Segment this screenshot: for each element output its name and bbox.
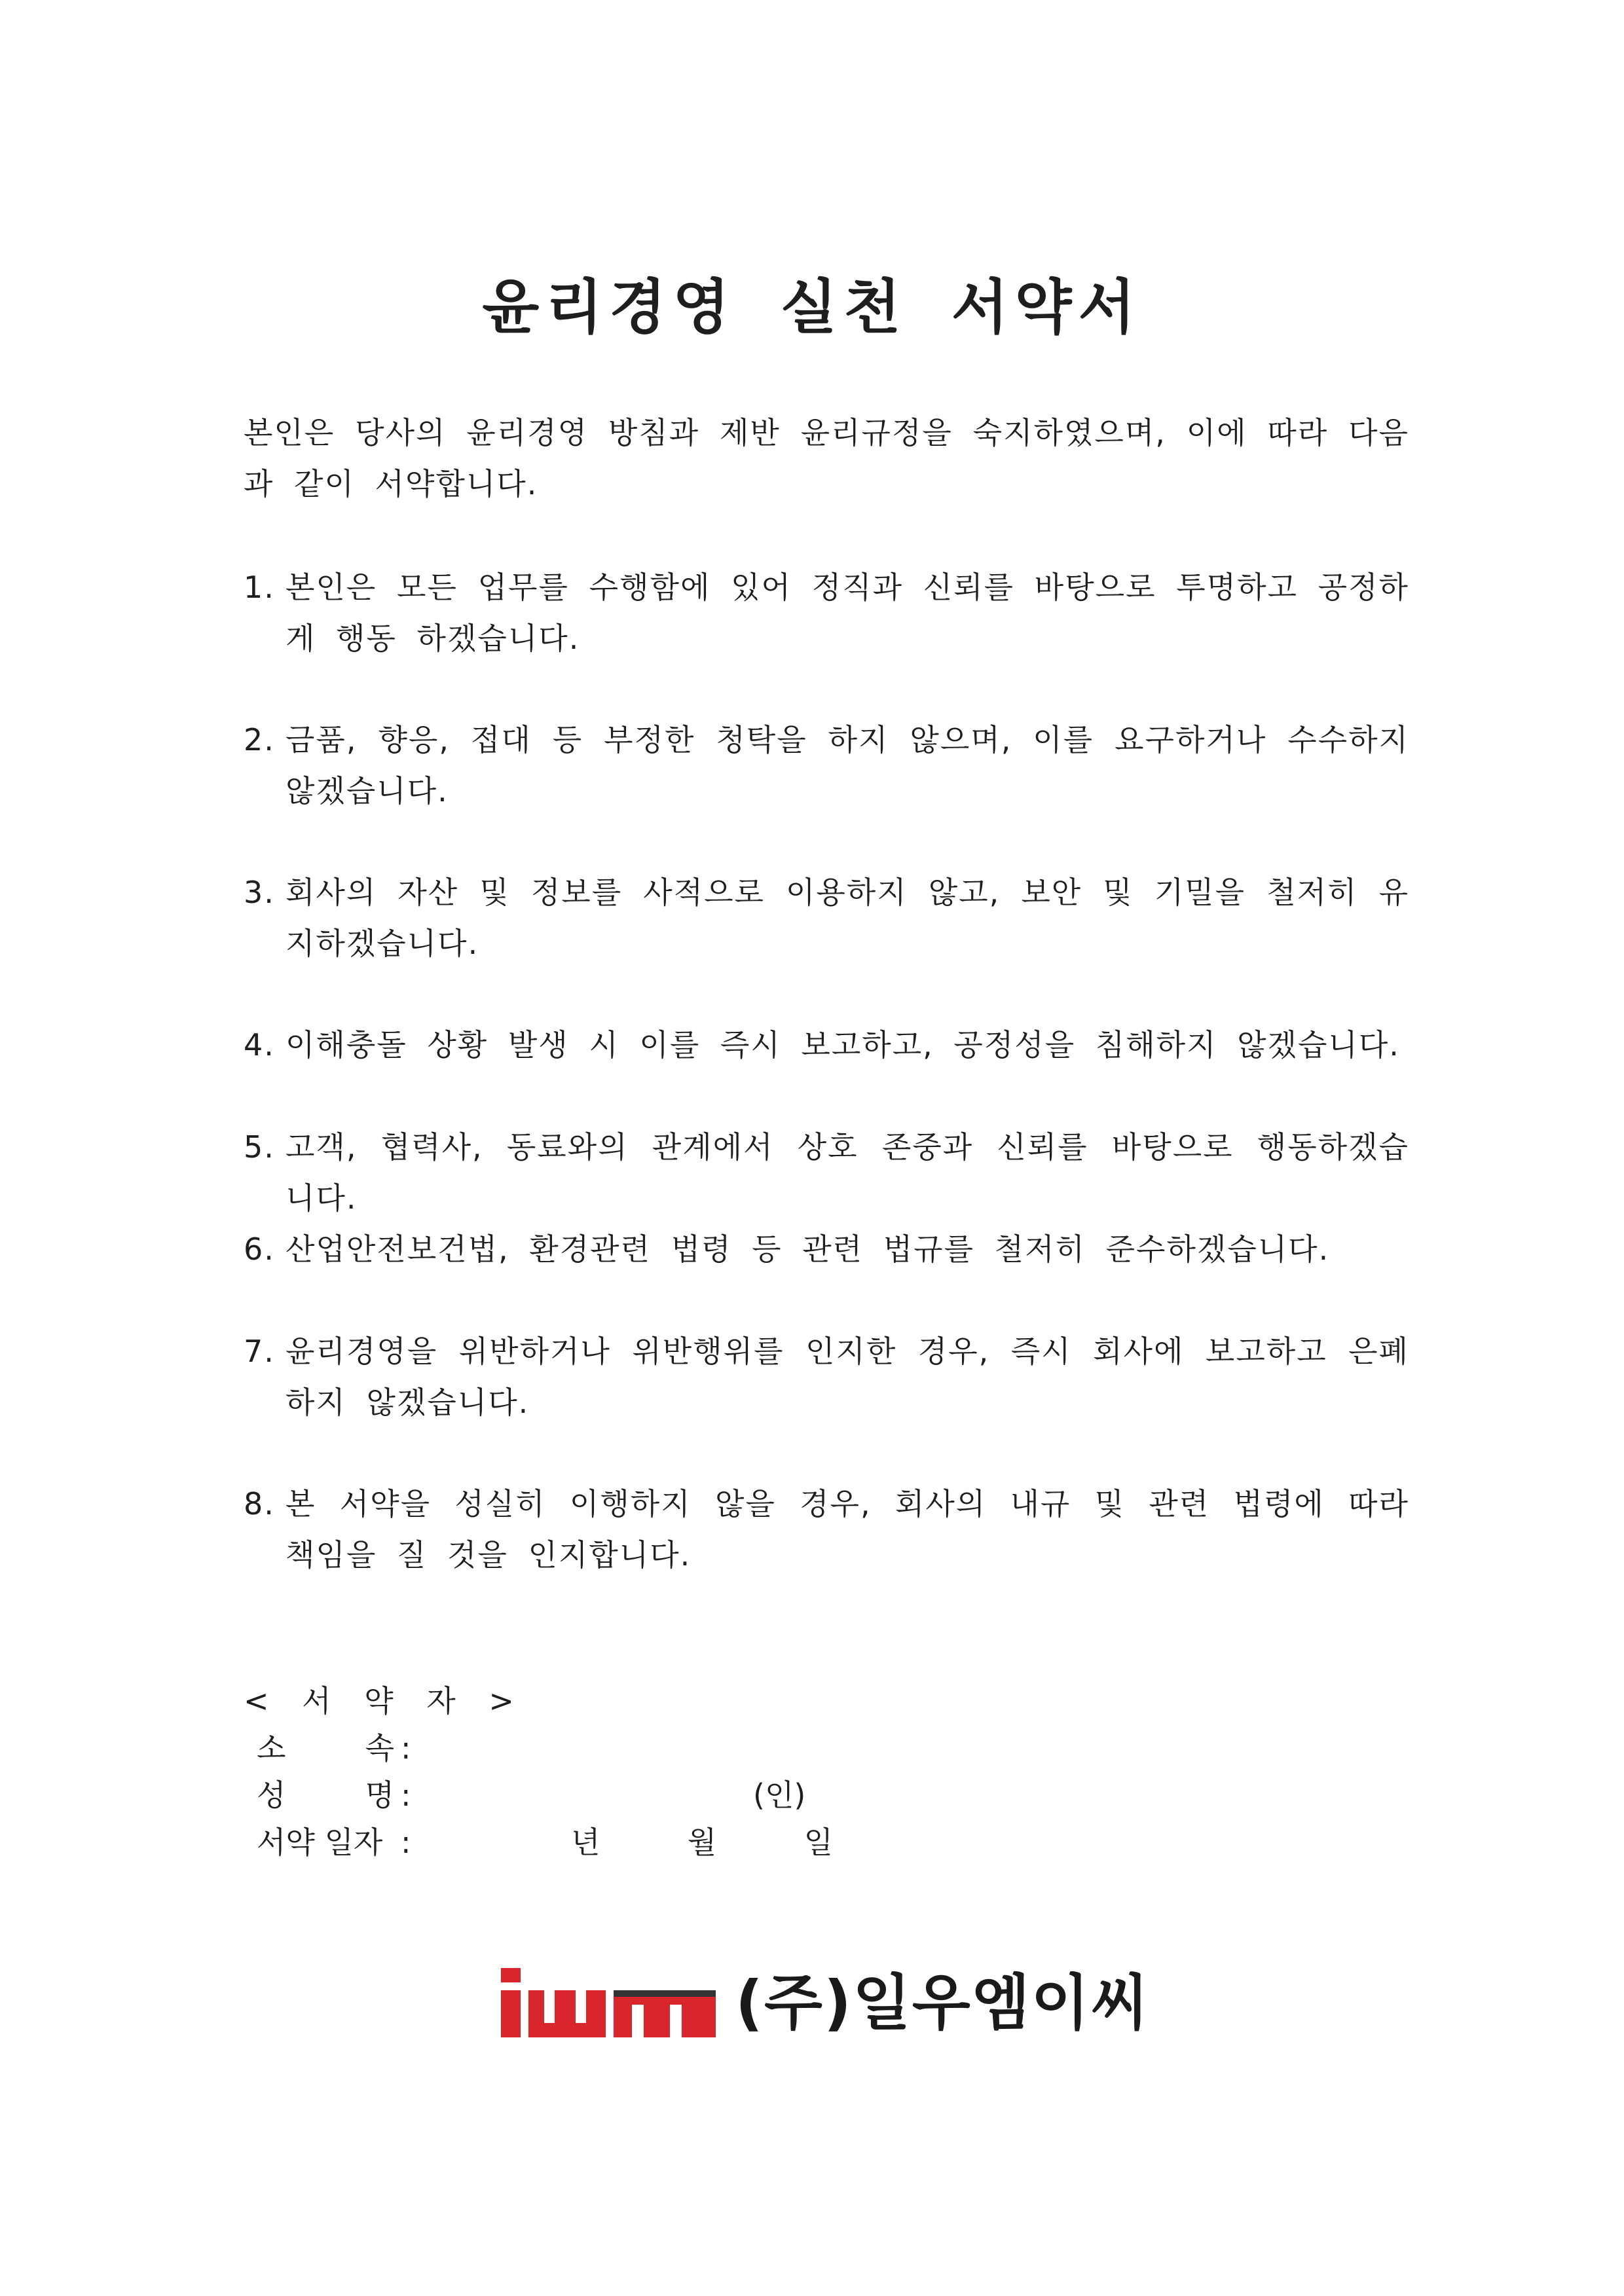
clause-text: 산업안전보건법, 환경관련 법령 등 관련 법규를 철저히 준수하겠습니다. xyxy=(286,1231,1330,1267)
signer-block xyxy=(244,1677,1029,1866)
name-colon: : xyxy=(401,1777,411,1813)
clause-5 xyxy=(244,1121,1409,1224)
date-parts xyxy=(571,1819,833,1866)
name-label-second: 명 xyxy=(365,1777,394,1813)
name-label xyxy=(257,1772,394,1819)
clause-number: 8. xyxy=(244,1486,275,1522)
date-month-label: 월 xyxy=(687,1825,717,1860)
date-year-label: 년 xyxy=(571,1825,600,1860)
affiliation-label-second: 속 xyxy=(365,1730,394,1766)
clause-8 xyxy=(244,1478,1409,1580)
name-row xyxy=(257,1772,1029,1819)
clause-6 xyxy=(244,1224,1409,1275)
logo-i-dot xyxy=(501,1968,521,1982)
seal-mark: (인) xyxy=(753,1777,806,1813)
logo-i-stem xyxy=(501,1990,521,2037)
clause-text: 본 서약을 성실히 이행하지 않을 경우, 회사의 내규 및 관련 법령에 따라 책임을 질 것을 인지합니다. xyxy=(286,1486,1409,1573)
date-label: 서약 일자 xyxy=(257,1825,383,1860)
affiliation-colon: : xyxy=(401,1730,411,1766)
affiliation-row xyxy=(257,1724,1029,1772)
clause-4 xyxy=(244,1019,1409,1070)
company-name: (주)일우엠이씨 xyxy=(735,1968,1151,2038)
page-title: 윤리경영 실천 서약서 xyxy=(482,273,1142,342)
clause-number: 4. xyxy=(244,1027,275,1063)
affiliation-label xyxy=(257,1724,394,1772)
intro-paragraph: 본인은 당사의 윤리경영 방침과 제반 윤리규정을 숙지하였으며, 이에 따라 다음과 같이 서약합니다. xyxy=(244,415,1409,501)
clause-number: 3. xyxy=(244,875,275,910)
logo-m-top-shade xyxy=(614,1990,716,1997)
clause-1 xyxy=(244,562,1409,664)
iwm-logo-icon xyxy=(501,1968,717,2039)
date-row xyxy=(257,1819,1029,1866)
clause-number: 1. xyxy=(244,570,275,605)
signer-heading: < 서 약 자 > xyxy=(244,1683,526,1719)
clause-text: 본인은 모든 업무를 수행함에 있어 정직과 신뢰를 바탕으로 투명하고 공정하게 행동 하겠습니다. xyxy=(286,570,1409,656)
clause-3 xyxy=(244,867,1409,969)
clause-number: 2. xyxy=(244,722,275,757)
date-day-label: 일 xyxy=(803,1825,833,1860)
clause-text: 이해충돌 상황 발생 시 이를 즉시 보고하고, 공정성을 침해하지 않겠습니다. xyxy=(286,1027,1400,1063)
date-colon: : xyxy=(401,1825,411,1860)
clause-text: 윤리경영을 위반하거나 위반행위를 인지한 경우, 즉시 회사에 보고하고 은폐하지 않겠습니다. xyxy=(286,1334,1409,1420)
company-logo xyxy=(501,1958,1150,2049)
clause-text: 회사의 자산 및 정보를 사적으로 이용하지 않고, 보안 및 기밀을 철저히 유지하겠습니다. xyxy=(286,875,1409,961)
logo-m-block xyxy=(614,1990,716,2037)
clause-number: 7. xyxy=(244,1334,275,1369)
clause-number: 5. xyxy=(244,1129,275,1165)
clause-number: 6. xyxy=(244,1231,275,1267)
clause-7 xyxy=(244,1326,1409,1428)
clause-text: 금품, 향응, 접대 등 부정한 청탁을 하지 않으며, 이를 요구하거나 수수하지 않겠습니다. xyxy=(286,722,1409,809)
logo-w-block xyxy=(528,1990,606,2037)
clause-text: 고객, 협력사, 동료와의 관계에서 상호 존중과 신뢰를 바탕으로 행동하겠습니다. xyxy=(286,1129,1409,1216)
affiliation-label-first: 소 xyxy=(257,1730,286,1766)
clause-2 xyxy=(244,714,1409,816)
name-label-first: 성 xyxy=(257,1777,286,1813)
